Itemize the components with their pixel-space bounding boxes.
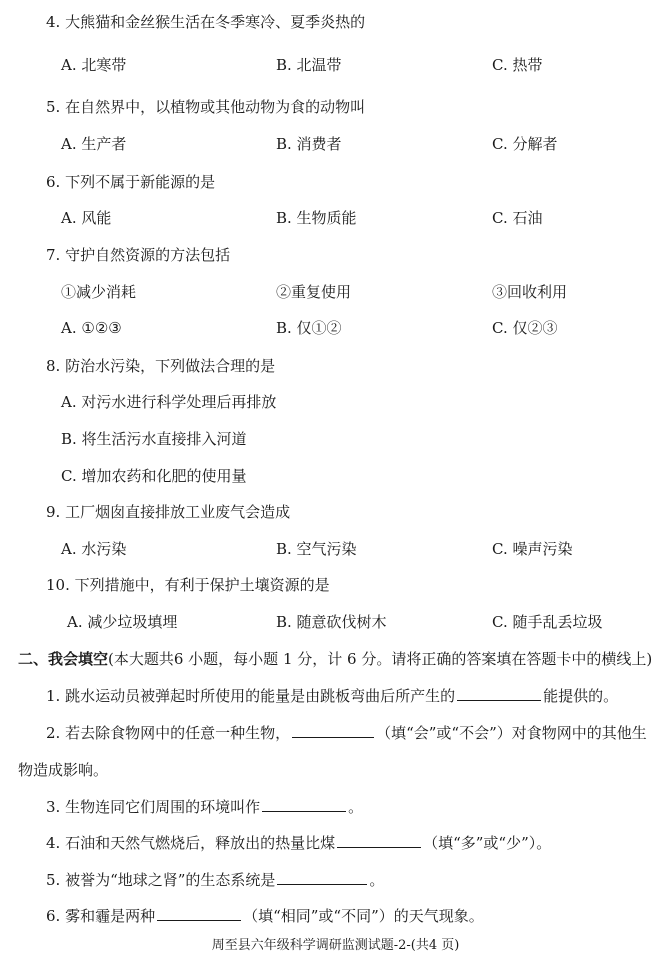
question-6-option-a: A. 风能 <box>61 209 112 227</box>
fill-2-text: 2. 若去除食物网中的任意一种生物， <box>46 724 291 742</box>
question-10-option-c: C. 随手乱丢垃圾 <box>492 613 603 631</box>
fill-1-text-after: 能提供的。 <box>543 687 619 705</box>
question-9-stem: 9. 工厂烟囱直接排放工业废气会造成 <box>46 503 291 521</box>
fill-5-answer-blank[interactable] <box>277 870 367 885</box>
fill-1-text: 1. 跳水运动员被弹起时所使用的能量是由跳板弯曲后所产生的 <box>46 687 456 705</box>
question-4-option-b: B. 北温带 <box>276 56 342 74</box>
question-10-option-b: B. 随意砍伐树木 <box>276 613 387 631</box>
question-9-option-c: C. 噪声污染 <box>492 540 573 558</box>
page-footer: 周至县六年级科学调研监测试题-2-(共4 页) <box>211 938 460 953</box>
question-6-stem: 6. 下列不属于新能源的是 <box>46 173 216 191</box>
question-5-option-a: A. 生产者 <box>61 135 127 153</box>
question-7-option-c: C. 仅②③ <box>492 319 558 337</box>
question-9-option-a: A. 水污染 <box>61 540 127 558</box>
question-5-stem: 5. 在自然界中，以植物或其他动物为食的动物叫 <box>46 98 366 116</box>
question-6-option-c: C. 石油 <box>492 209 543 227</box>
question-8-option-c: C. 增加农药和化肥的使用量 <box>61 467 247 485</box>
question-9-option-b: B. 空气污染 <box>276 540 357 558</box>
fill-question-6 <box>46 906 671 926</box>
question-8-option-a: A. 对污水进行科学处理后再排放 <box>61 393 277 411</box>
fill-3-answer-blank[interactable] <box>262 797 346 812</box>
fill-2-text-after: （填“会”或“不会”）对食物网中的其他生 <box>376 724 647 742</box>
question-8-stem: 8. 防治水污染，下列做法合理的是 <box>46 357 276 375</box>
question-7-item-2: ②重复使用 <box>276 283 352 301</box>
section-2-instruction: (本大题共6 小题，每小题 1 分，计 6 分。请将正确的答案填在答题卡中的横线上) <box>108 650 653 668</box>
fill-5-text: 5. 被誉为“地球之肾”的生态系统是 <box>46 871 276 889</box>
section-2-heading <box>18 649 671 669</box>
fill-question-3 <box>46 797 671 817</box>
question-4-option-a: A. 北寒带 <box>61 56 127 74</box>
fill-2-answer-blank[interactable] <box>292 723 374 738</box>
fill-4-text: 4. 石油和天然气燃烧后，释放出的热量比煤 <box>46 834 336 852</box>
fill-3-text: 3. 生物连同它们周围的环境叫作 <box>46 798 261 816</box>
fill-3-text-after: 。 <box>348 798 364 816</box>
fill-question-4 <box>46 833 671 853</box>
question-7-item-3: ③回收利用 <box>492 283 568 301</box>
question-7-stem: 7. 守护自然资源的方法包括 <box>46 246 231 264</box>
fill-6-text: 6. 雾和霾是两种 <box>46 907 156 925</box>
fill-5-text-after: 。 <box>369 871 385 889</box>
fill-question-2 <box>46 723 671 743</box>
fill-1-answer-blank[interactable] <box>457 686 541 701</box>
question-6-option-b: B. 生物质能 <box>276 209 357 227</box>
fill-4-answer-blank[interactable] <box>337 833 421 848</box>
question-5-option-b: B. 消费者 <box>276 135 342 153</box>
fill-4-text-after: （填“多”或“少”）。 <box>423 834 552 852</box>
fill-question-5 <box>46 870 671 890</box>
question-4-option-c: C. 热带 <box>492 56 543 74</box>
question-10-option-a: A. 减少垃圾填埋 <box>67 613 178 631</box>
question-4-stem: 4. 大熊猫和金丝猴生活在冬季寒冷、夏季炎热的 <box>46 13 366 31</box>
fill-6-answer-blank[interactable] <box>157 906 241 921</box>
question-7-item-1: ①减少消耗 <box>61 283 137 301</box>
fill-6-text-after: （填“相同”或“不同”）的天气现象。 <box>243 907 484 925</box>
section-2-title: 二、我会填空 <box>18 650 109 668</box>
question-7-option-a: A. ①②③ <box>61 319 122 337</box>
fill-2-continuation: 物造成影响。 <box>18 761 109 779</box>
question-5-option-c: C. 分解者 <box>492 135 558 153</box>
question-10-stem: 10. 下列措施中，有利于保护土壤资源的是 <box>46 576 330 594</box>
fill-question-1 <box>46 686 671 706</box>
question-7-option-b: B. 仅①② <box>276 319 342 337</box>
question-8-option-b: B. 将生活污水直接排入河道 <box>61 430 247 448</box>
